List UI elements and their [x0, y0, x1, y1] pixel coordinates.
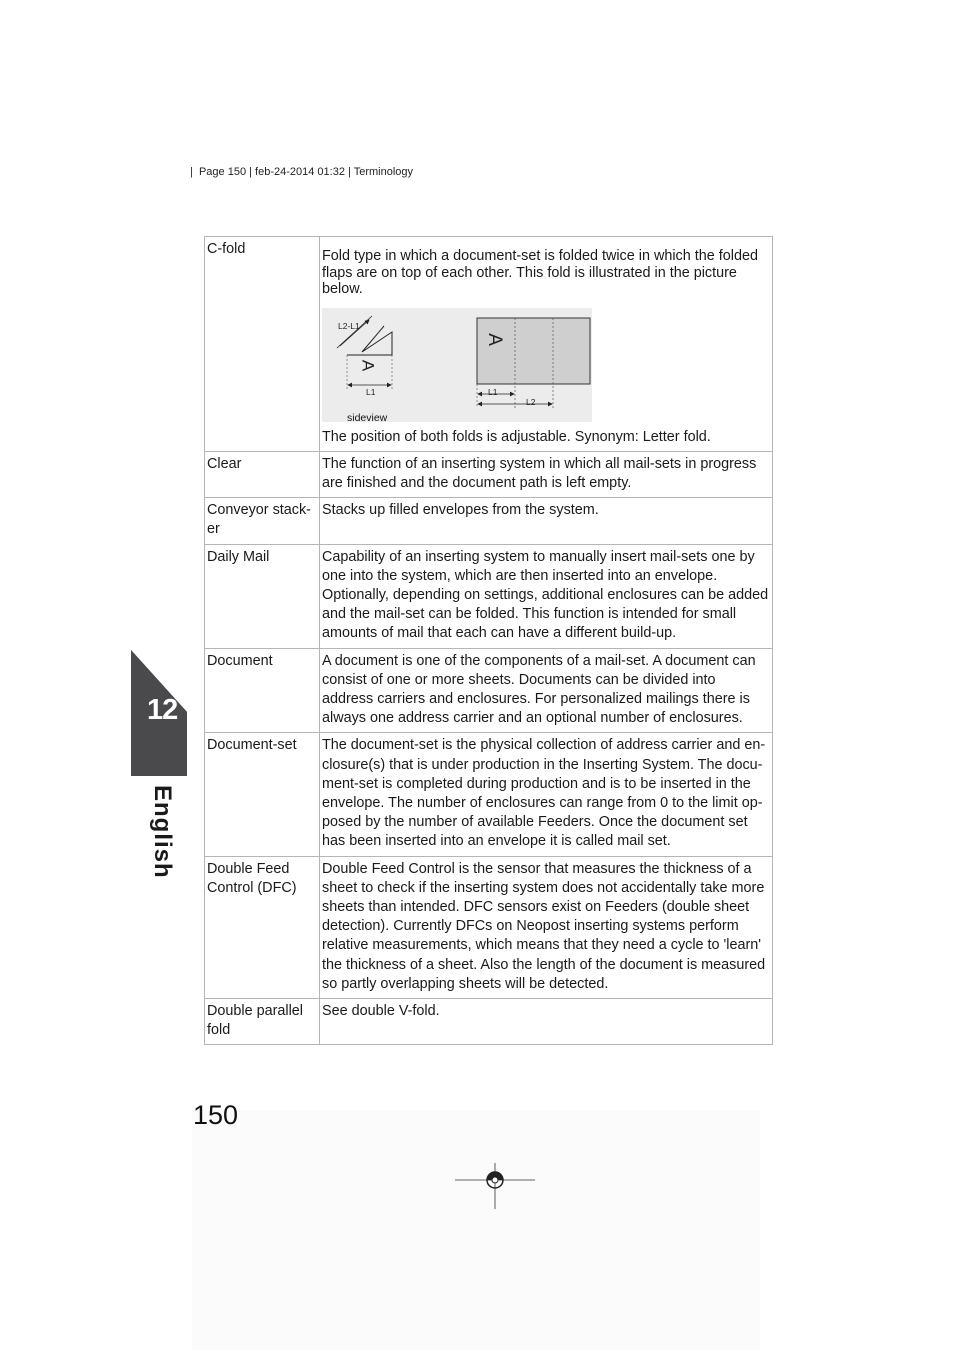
- table-row: [205, 998, 773, 1044]
- chapter-number: 12: [147, 694, 178, 726]
- label-l1-sheet: L1: [488, 386, 498, 397]
- table-row: [205, 648, 773, 733]
- term-cell: Double Feed Control (DFC): [205, 856, 320, 998]
- term-cell: Document: [205, 648, 320, 733]
- page-number: 150: [193, 1100, 239, 1130]
- page-background-panel: [192, 1110, 760, 1350]
- language-label: English: [149, 785, 176, 879]
- term-cell: Clear: [205, 451, 320, 497]
- definition-cell: The function of an inserting system in which all mail-sets in progress are finished and the document path is left empty.: [320, 451, 773, 497]
- term-cell: Document-set: [205, 733, 320, 856]
- term-cell: Daily Mail: [205, 544, 320, 648]
- cfold-outro: The position of both folds is adjustable. Synonym: Letter fold.: [322, 428, 711, 445]
- cfold-intro: Fold type in which a document-set is folded twice in which the folded flaps are on top of each other. This fold is illustrated in the picture below.: [322, 248, 758, 297]
- definition-cell: Capability of an inserting system to manually insert mail-sets one by one into the system, which are then inserted into an envelope. Optionally, depending on settings, additional enclosures can be added and the mail-set can be folded. This function is intended for small amounts of mail that each can have a different build-up.: [320, 544, 773, 648]
- label-l2: L2: [526, 396, 536, 407]
- definition-cell: A document is one of the components of a mail-set. A document can consist of one or more sheets. Documents can be divided into address carriers and enclosures. For personalized mailings there is always one address carrier and an optional number of enclosures.: [320, 648, 773, 733]
- label-l1-side: L1: [366, 386, 376, 397]
- term-cell: Double parallel fold: [205, 998, 320, 1044]
- letter-a-sheet: A: [483, 332, 505, 346]
- table-row: [205, 237, 773, 452]
- table-row: [205, 733, 773, 856]
- term-cell: Conveyor stack-er: [205, 498, 320, 544]
- chapter-tab: [131, 650, 187, 776]
- table-row: [205, 451, 773, 497]
- definition-cell: [320, 237, 773, 452]
- definition-cell: The document-set is the physical collection of address carrier and en-closure(s) that is under production in the Inserting System. The docu-ment-set is completed during production and is to be inserted in the envelope. The number of enclosures can range from 0 to the limit op-posed by the number of available Feeders. Once the document set has been inserted into an envelope it is called mail set.: [320, 733, 773, 856]
- registration-mark-icon: [455, 1163, 535, 1211]
- definition-cell: See double V-fold.: [320, 998, 773, 1044]
- letter-a-side: A: [358, 359, 378, 371]
- table-row: [205, 544, 773, 648]
- terminology-table: [204, 236, 773, 1045]
- definition-cell: Stacks up filled envelopes from the system.: [320, 498, 773, 544]
- label-l2-l1: L2-L1: [338, 320, 360, 331]
- table-row: [205, 498, 773, 544]
- running-header: | Page 150 | feb-24-2014 01:32 | Terminology: [190, 166, 414, 178]
- term-cell: C-fold: [205, 237, 320, 452]
- table-row: [205, 856, 773, 998]
- figure-caption: sideview: [347, 411, 388, 424]
- c-fold-figure: [322, 308, 592, 422]
- definition-cell: Double Feed Control is the sensor that measures the thickness of a sheet to check if the inserting system does not accidentally take more sheets than intended. DFC sensors exist on Feeders (double sheet detection). Currently DFCs on Neopost inserting systems perform relative measurements, which means that they need a cycle to 'learn' the thickness of a sheet. Also the length of the document is measured so partly overlapping sheets will be detected.: [320, 856, 773, 998]
